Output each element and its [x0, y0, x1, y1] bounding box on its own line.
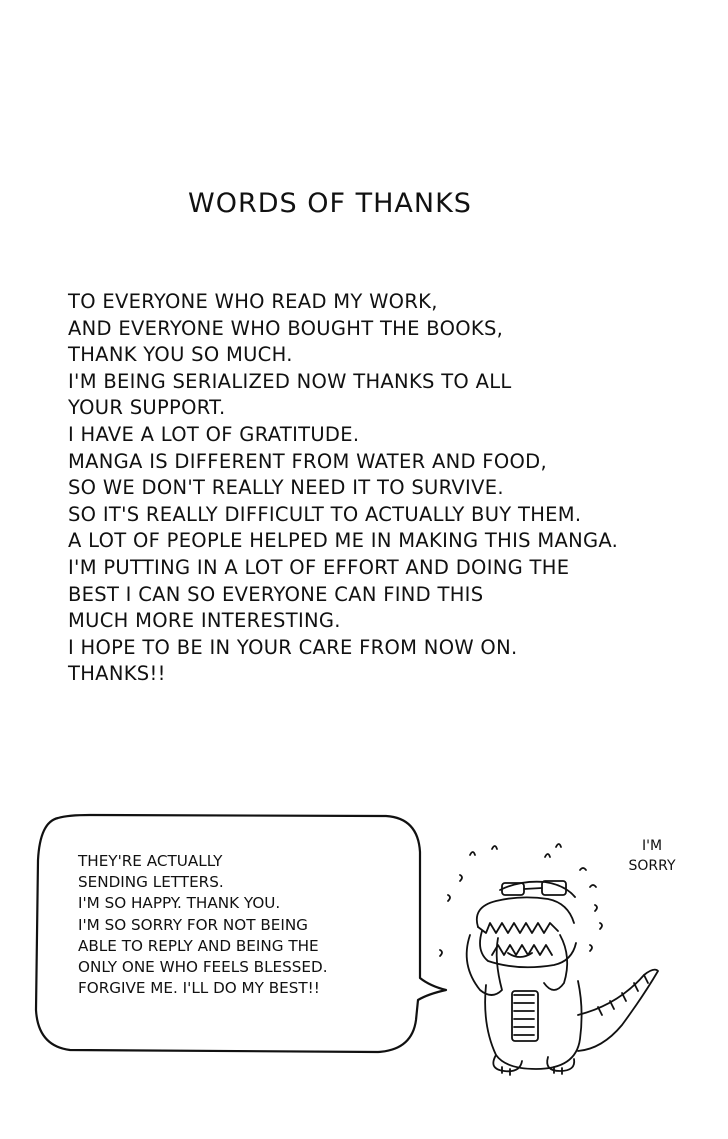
bubble-line: I'M SO HAPPY. THANK YOU.	[78, 894, 281, 913]
crying-crocodile-mascot	[430, 835, 700, 1105]
letter-line: A LOT OF PEOPLE HELPED ME IN MAKING THIS MANGA.	[68, 529, 619, 553]
bubble-line: ONLY ONE WHO FEELS BLESSED.	[78, 957, 328, 976]
letter-line: I HOPE TO BE IN YOUR CARE FROM NOW ON.	[68, 635, 518, 659]
letter-line: AND EVERYONE WHO BOUGHT THE BOOKS,	[68, 316, 504, 340]
bubble-line: I'M SO SORRY FOR NOT BEING	[78, 915, 308, 934]
bubble-line: SENDING LETTERS.	[78, 873, 224, 892]
letter-line: MANGA IS DIFFERENT FROM WATER AND FOOD,	[68, 449, 547, 473]
letter-line: I HAVE A LOT OF GRATITUDE.	[68, 422, 360, 446]
letter-line: THANKS!!	[68, 662, 166, 686]
letter-line: I'M BEING SERIALIZED NOW THANKS TO ALL	[68, 369, 512, 393]
letter-line: YOUR SUPPORT.	[68, 396, 226, 420]
letter-line: SO IT'S REALLY DIFFICULT TO ACTUALLY BUY THEM.	[68, 502, 582, 526]
page-title: WORDS OF THANKS	[188, 188, 472, 220]
bubble-line: FORGIVE ME. I'LL DO MY BEST!!	[78, 979, 320, 998]
speech-bubble-text	[78, 851, 408, 999]
mascot-caption-line: SORRY	[628, 858, 676, 874]
letter-line: MUCH MORE INTERESTING.	[68, 609, 341, 633]
letter-line: TO EVERYONE WHO READ MY WORK,	[68, 290, 438, 313]
bubble-line: THEY'RE ACTUALLY	[78, 852, 223, 870]
letter-line: SO WE DON'T REALLY NEED IT TO SURVIVE.	[68, 476, 504, 500]
mascot-caption-line: I'M	[641, 838, 663, 854]
letter-line: THANK YOU SO MUCH.	[68, 343, 293, 367]
bubble-line: ABLE TO REPLY AND BEING THE	[78, 936, 319, 955]
letter-line: I'M PUTTING IN A LOT OF EFFORT AND DOING THE	[68, 555, 570, 579]
letter-line: BEST I CAN SO EVERYONE CAN FIND THIS	[68, 582, 484, 606]
